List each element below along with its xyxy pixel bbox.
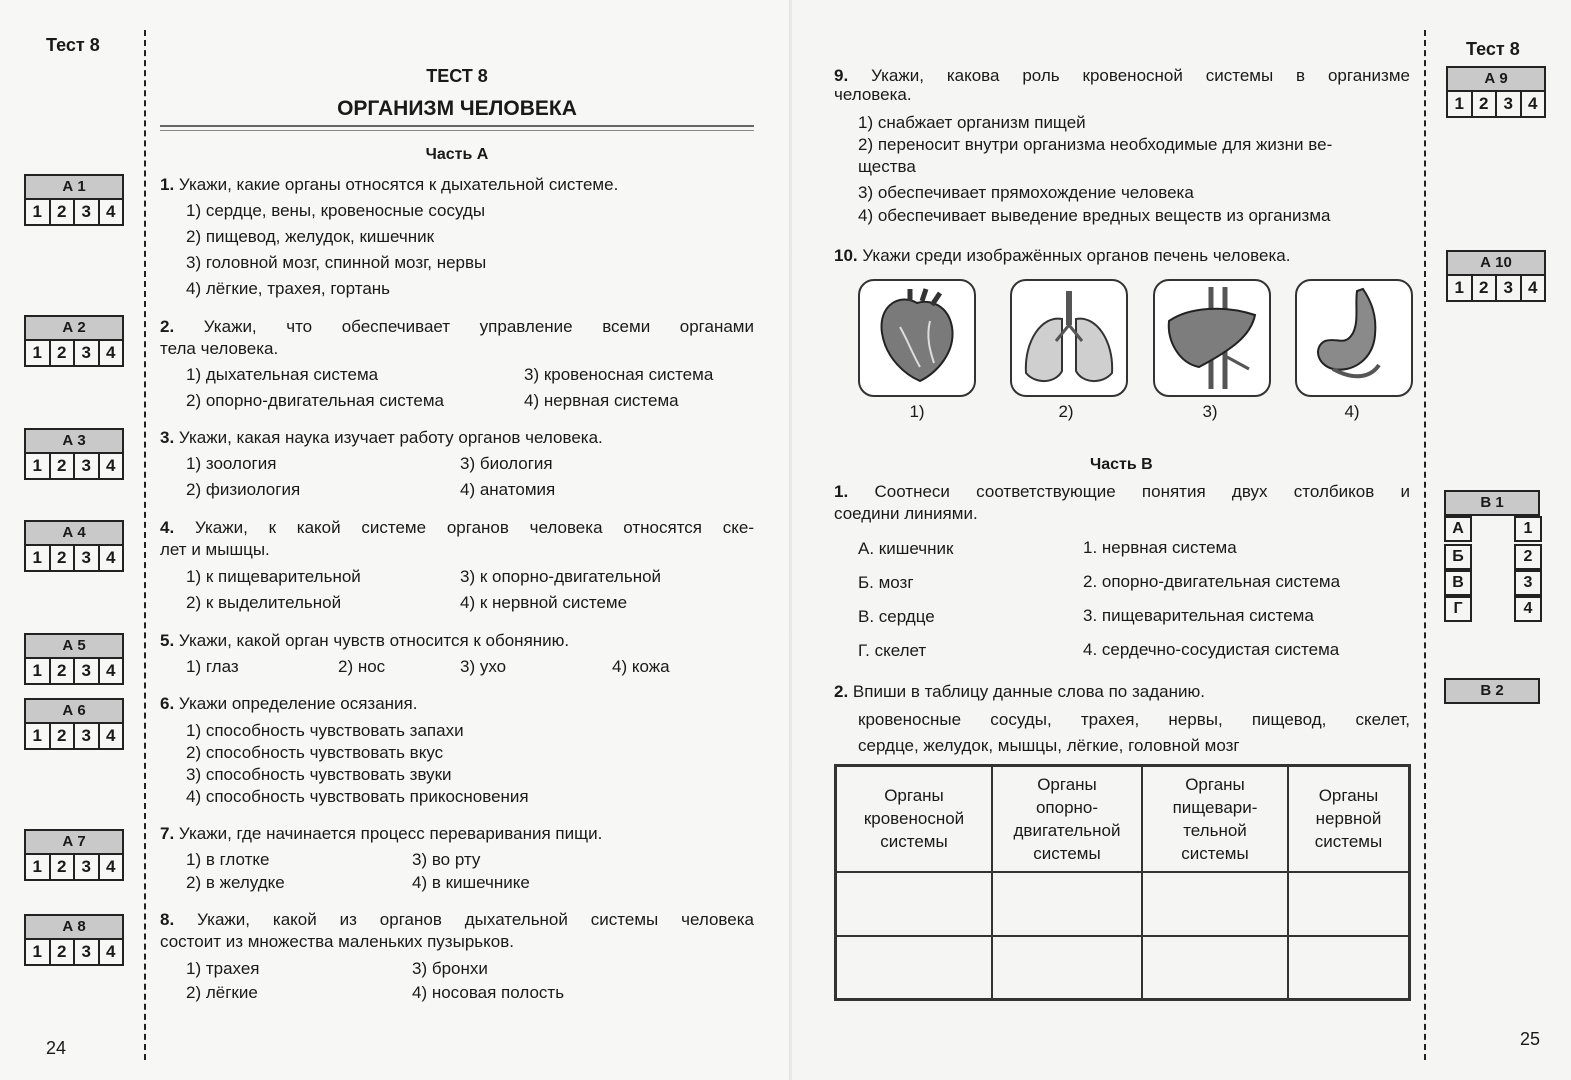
answer-option[interactable]: 1 [26,855,51,879]
answer-option[interactable]: 3 [75,200,100,224]
answer-option[interactable]: 3 [75,724,100,748]
answer-box-label: А 10 [1446,250,1546,276]
q1-option[interactable]: 3) головной мозг, спинной мозг, нервы [186,253,487,272]
answer-option[interactable]: 4 [1528,94,1538,113]
image-label: 3) [1202,402,1218,421]
table-cell[interactable] [1142,872,1288,936]
table-cell[interactable] [1288,936,1410,1000]
running-head-left: Тест 8 [46,35,100,55]
q3-option[interactable]: 1) зоология [186,454,277,473]
question-8-cont: состоит из множества маленьких пузырьков. [160,932,514,951]
answer-option[interactable]: 3 [75,454,100,478]
q1-option[interactable]: 4) лёгкие, трахея, гортань [186,279,391,298]
table-cell[interactable] [992,936,1142,1000]
title-rule [160,125,754,127]
answer-option[interactable]: 3 [1497,92,1522,116]
answer-option[interactable]: 3 [1497,276,1522,300]
question-2: 2. Укажи, что обеспечивает управление всеми органами [160,317,754,336]
question-8: 8. Укажи, какой из органов дыхательной системы человека [160,910,754,929]
answer-box-a3 [24,428,124,480]
b1-left-item[interactable]: В. сердце [858,607,935,626]
answer-box-label: А 4 [24,520,124,546]
q6-option[interactable]: 1) способность чувствовать запахи [186,721,464,740]
q1-option[interactable]: 2) пищевод, желудок, кишечник [186,227,435,246]
b1-right-item[interactable]: 2. опорно-двигательная система [1083,572,1341,591]
q9-option-cont: щества [858,157,916,176]
b1-letter-cell[interactable]: В [1444,570,1472,596]
q2-option[interactable]: 1) дыхательная система [186,365,379,384]
answer-option[interactable]: 2 [51,341,76,365]
answer-option[interactable]: 2 [51,855,76,879]
answer-option[interactable]: 4 [106,456,116,475]
q8-option[interactable]: 1) трахея [186,959,260,978]
answer-option[interactable]: 3 [75,341,100,365]
stomach-icon[interactable] [1295,279,1413,397]
table-cell[interactable] [1288,872,1410,936]
answer-box-a10 [1446,250,1546,302]
q9-option[interactable]: 3) обеспечивает прямохождение человека [858,183,1194,202]
image-label: 2) [1058,402,1074,421]
answer-box-b2-label: В 2 [1444,678,1540,704]
answer-option[interactable]: 4 [106,661,116,680]
b1-number-cell[interactable]: 1 [1514,516,1542,542]
q2-option[interactable]: 2) опорно-двигательная система [186,391,444,410]
question-3: 3. Укажи, какая наука изучает работу органов человека. [160,428,603,447]
b1-left-item[interactable]: Г. скелет [858,641,927,660]
question-2-cont: тела человека. [160,339,279,358]
b1-number-cell[interactable]: 4 [1514,596,1542,622]
answer-box-a7 [24,829,124,881]
answer-box-a5 [24,633,124,685]
b2-answer-table [834,764,1411,1001]
q8-option[interactable]: 2) лёгкие [186,983,258,1002]
answer-option[interactable]: 2 [1473,92,1498,116]
page-number-right: 25 [1520,1029,1541,1049]
table-cell[interactable] [836,936,993,1000]
b1-right-item[interactable]: 1. нервная система [1083,538,1237,557]
part-a-heading: Часть А [425,146,489,163]
answer-option[interactable]: 2 [1473,276,1498,300]
part-b-heading: Часть В [1090,456,1153,473]
answer-box-label: А 3 [24,428,124,454]
answer-option[interactable]: 1 [26,724,51,748]
q4-option[interactable]: 2) к выделительной [186,593,342,612]
table-cell[interactable] [992,872,1142,936]
answer-option[interactable]: 4 [1528,278,1538,297]
answer-option[interactable]: 1 [1448,276,1473,300]
answer-option[interactable]: 1 [26,341,51,365]
answer-box-a8 [24,914,124,966]
image-label: 1) [909,402,925,421]
question-b2: 2. Впиши в таблицу данные слова по заданию. [834,682,1205,701]
q3-option[interactable]: 2) физиология [186,480,301,499]
q4-option[interactable]: 4) к нервной системе [460,593,628,612]
q2-option[interactable]: 4) нервная система [524,391,679,410]
answer-box-a9 [1446,66,1546,118]
running-head-right: Тест 8 [1466,39,1520,59]
answer-option[interactable]: 1 [26,659,51,683]
answer-option[interactable]: 2 [51,200,76,224]
answer-option[interactable]: 3 [75,546,100,570]
q7-option[interactable]: 1) в глотке [186,850,270,869]
question-10: 10. Укажи среди изображённых органов печень человека. [834,246,1291,265]
question-5: 5. Укажи, какой орган чувств относится к обонянию. [160,631,570,650]
answer-option[interactable]: 3 [75,855,100,879]
q7-option[interactable]: 3) во рту [412,850,481,869]
answer-option[interactable]: 2 [51,546,76,570]
liver-icon[interactable] [1153,279,1271,397]
q9-option[interactable]: 1) снабжает организм пищей [858,113,1086,132]
b1-number-cell[interactable]: 2 [1514,544,1542,570]
answer-option[interactable]: 4 [106,343,116,362]
table-header-circulatory: Органы кровеносной системы [836,766,993,872]
question-b1: 1. Соотнеси соответствующие понятия двух столбиков и [834,482,1410,501]
title-rule [160,130,754,131]
q6-option[interactable]: 4) способность чувствовать прикосновения [186,787,529,806]
b1-letter-cell[interactable]: Г [1444,596,1472,622]
question-4: 4. Укажи, к какой системе органов человека относятся ске- [160,518,754,537]
answer-box-a2 [24,315,124,367]
q7-option[interactable]: 2) в желудке [186,873,285,892]
q8-option[interactable]: 3) бронхи [412,959,488,978]
answer-option[interactable]: 1 [26,940,51,964]
answer-box-label: А 6 [24,698,124,724]
table-header-musculoskeletal: Органы опорно- двигательной системы [992,766,1142,872]
q6-option[interactable]: 2) способность чувствовать вкус [186,743,444,762]
b1-left-item[interactable]: А. кишечник [858,539,954,558]
answer-option[interactable]: 4 [106,548,116,567]
table-cell[interactable] [836,872,993,936]
table-cell[interactable] [1142,936,1288,1000]
question-9-cont: человека. [834,85,912,104]
b1-right-item[interactable]: 3. пищеварительная система [1083,606,1314,625]
cut-line-right [1424,30,1426,1060]
question-4-cont: лет и мышцы. [160,540,270,559]
question-6: 6. Укажи определение осязания. [160,694,418,713]
lungs-icon[interactable] [1010,279,1128,397]
answer-option[interactable]: 3 [75,940,100,964]
q4-option[interactable]: 1) к пищеварительной [186,567,361,586]
question-7: 7. Укажи, где начинается процесс переваривания пищи. [160,824,603,843]
heart-icon[interactable] [858,279,976,397]
b1-number-cell[interactable]: 3 [1514,570,1542,596]
answer-option[interactable]: 4 [106,857,116,876]
answer-box-a4 [24,520,124,572]
book-spine [789,0,792,1080]
q5-option[interactable]: 2) нос [338,657,386,676]
q5-option[interactable]: 4) кожа [612,657,670,676]
question-1: 1. Укажи, какие органы относятся к дыхательной системе. [160,175,619,194]
q3-option[interactable]: 4) анатомия [460,480,556,499]
answer-box-label: А 2 [24,315,124,341]
answer-option[interactable]: 4 [106,942,116,961]
answer-option[interactable]: 4 [106,202,116,221]
page-number-left: 24 [46,1038,67,1058]
b2-word-list-cont: сердце, желудок, мышцы, лёгкие, головной мозг [858,736,1240,755]
answer-option[interactable]: 3 [75,659,100,683]
q5-option[interactable]: 3) ухо [460,657,507,676]
answer-box-label: А 8 [24,914,124,940]
answer-option[interactable]: 2 [51,940,76,964]
answer-box-a1 [24,174,124,226]
q7-option[interactable]: 4) в кишечнике [412,873,530,892]
q8-option[interactable]: 4) носовая полость [412,983,565,1002]
b1-left-item[interactable]: Б. мозг [858,573,914,592]
answer-box-label: А 7 [24,829,124,855]
answer-option[interactable]: 1 [26,200,51,224]
b1-right-item[interactable]: 4. сердечно-сосудистая система [1083,640,1340,659]
q3-option[interactable]: 3) биология [460,454,553,473]
b2-word-list: кровеносные сосуды, трахея, нервы, пищевод, скелет, [858,710,1410,729]
q9-option[interactable]: 2) переносит внутри организма необходимые для жизни ве- [858,135,1333,154]
answer-option[interactable]: 2 [51,659,76,683]
answer-option[interactable]: 4 [106,726,116,745]
test-number-title: ТЕСТ 8 [426,66,488,86]
answer-option[interactable]: 2 [51,454,76,478]
answer-option[interactable]: 1 [26,454,51,478]
answer-option[interactable]: 1 [1448,92,1473,116]
answer-box-label: А 5 [24,633,124,659]
q5-option[interactable]: 1) глаз [186,657,239,676]
image-label: 4) [1344,402,1360,421]
answer-box-label: А 1 [24,174,124,200]
table-header-digestive: Органы пищевари- тельной системы [1142,766,1288,872]
answer-box-label: А 9 [1446,66,1546,92]
answer-box-b1-label: В 1 [1444,490,1540,516]
b1-letter-cell[interactable]: А [1444,516,1472,542]
q6-option[interactable]: 3) способность чувствовать звуки [186,765,452,784]
q9-option[interactable]: 4) обеспечивает выведение вредных веществ из организма [858,206,1331,225]
test-topic-title: ОРГАНИЗМ ЧЕЛОВЕКА [337,97,577,120]
question-b1-cont: соедини линиями. [834,504,978,523]
q2-option[interactable]: 3) кровеносная система [524,365,714,384]
table-header-nervous: Органы нервной системы [1288,766,1410,872]
answer-box-a6 [24,698,124,750]
question-9: 9. Укажи, какова роль кровеносной системы в организме [834,66,1410,85]
cut-line-left [144,30,146,1060]
answer-option[interactable]: 1 [26,546,51,570]
q1-option[interactable]: 1) сердце, вены, кровеносные сосуды [186,201,486,220]
b1-letter-cell[interactable]: Б [1444,544,1472,570]
q4-option[interactable]: 3) к опорно-двигательной [460,567,662,586]
answer-option[interactable]: 2 [51,724,76,748]
